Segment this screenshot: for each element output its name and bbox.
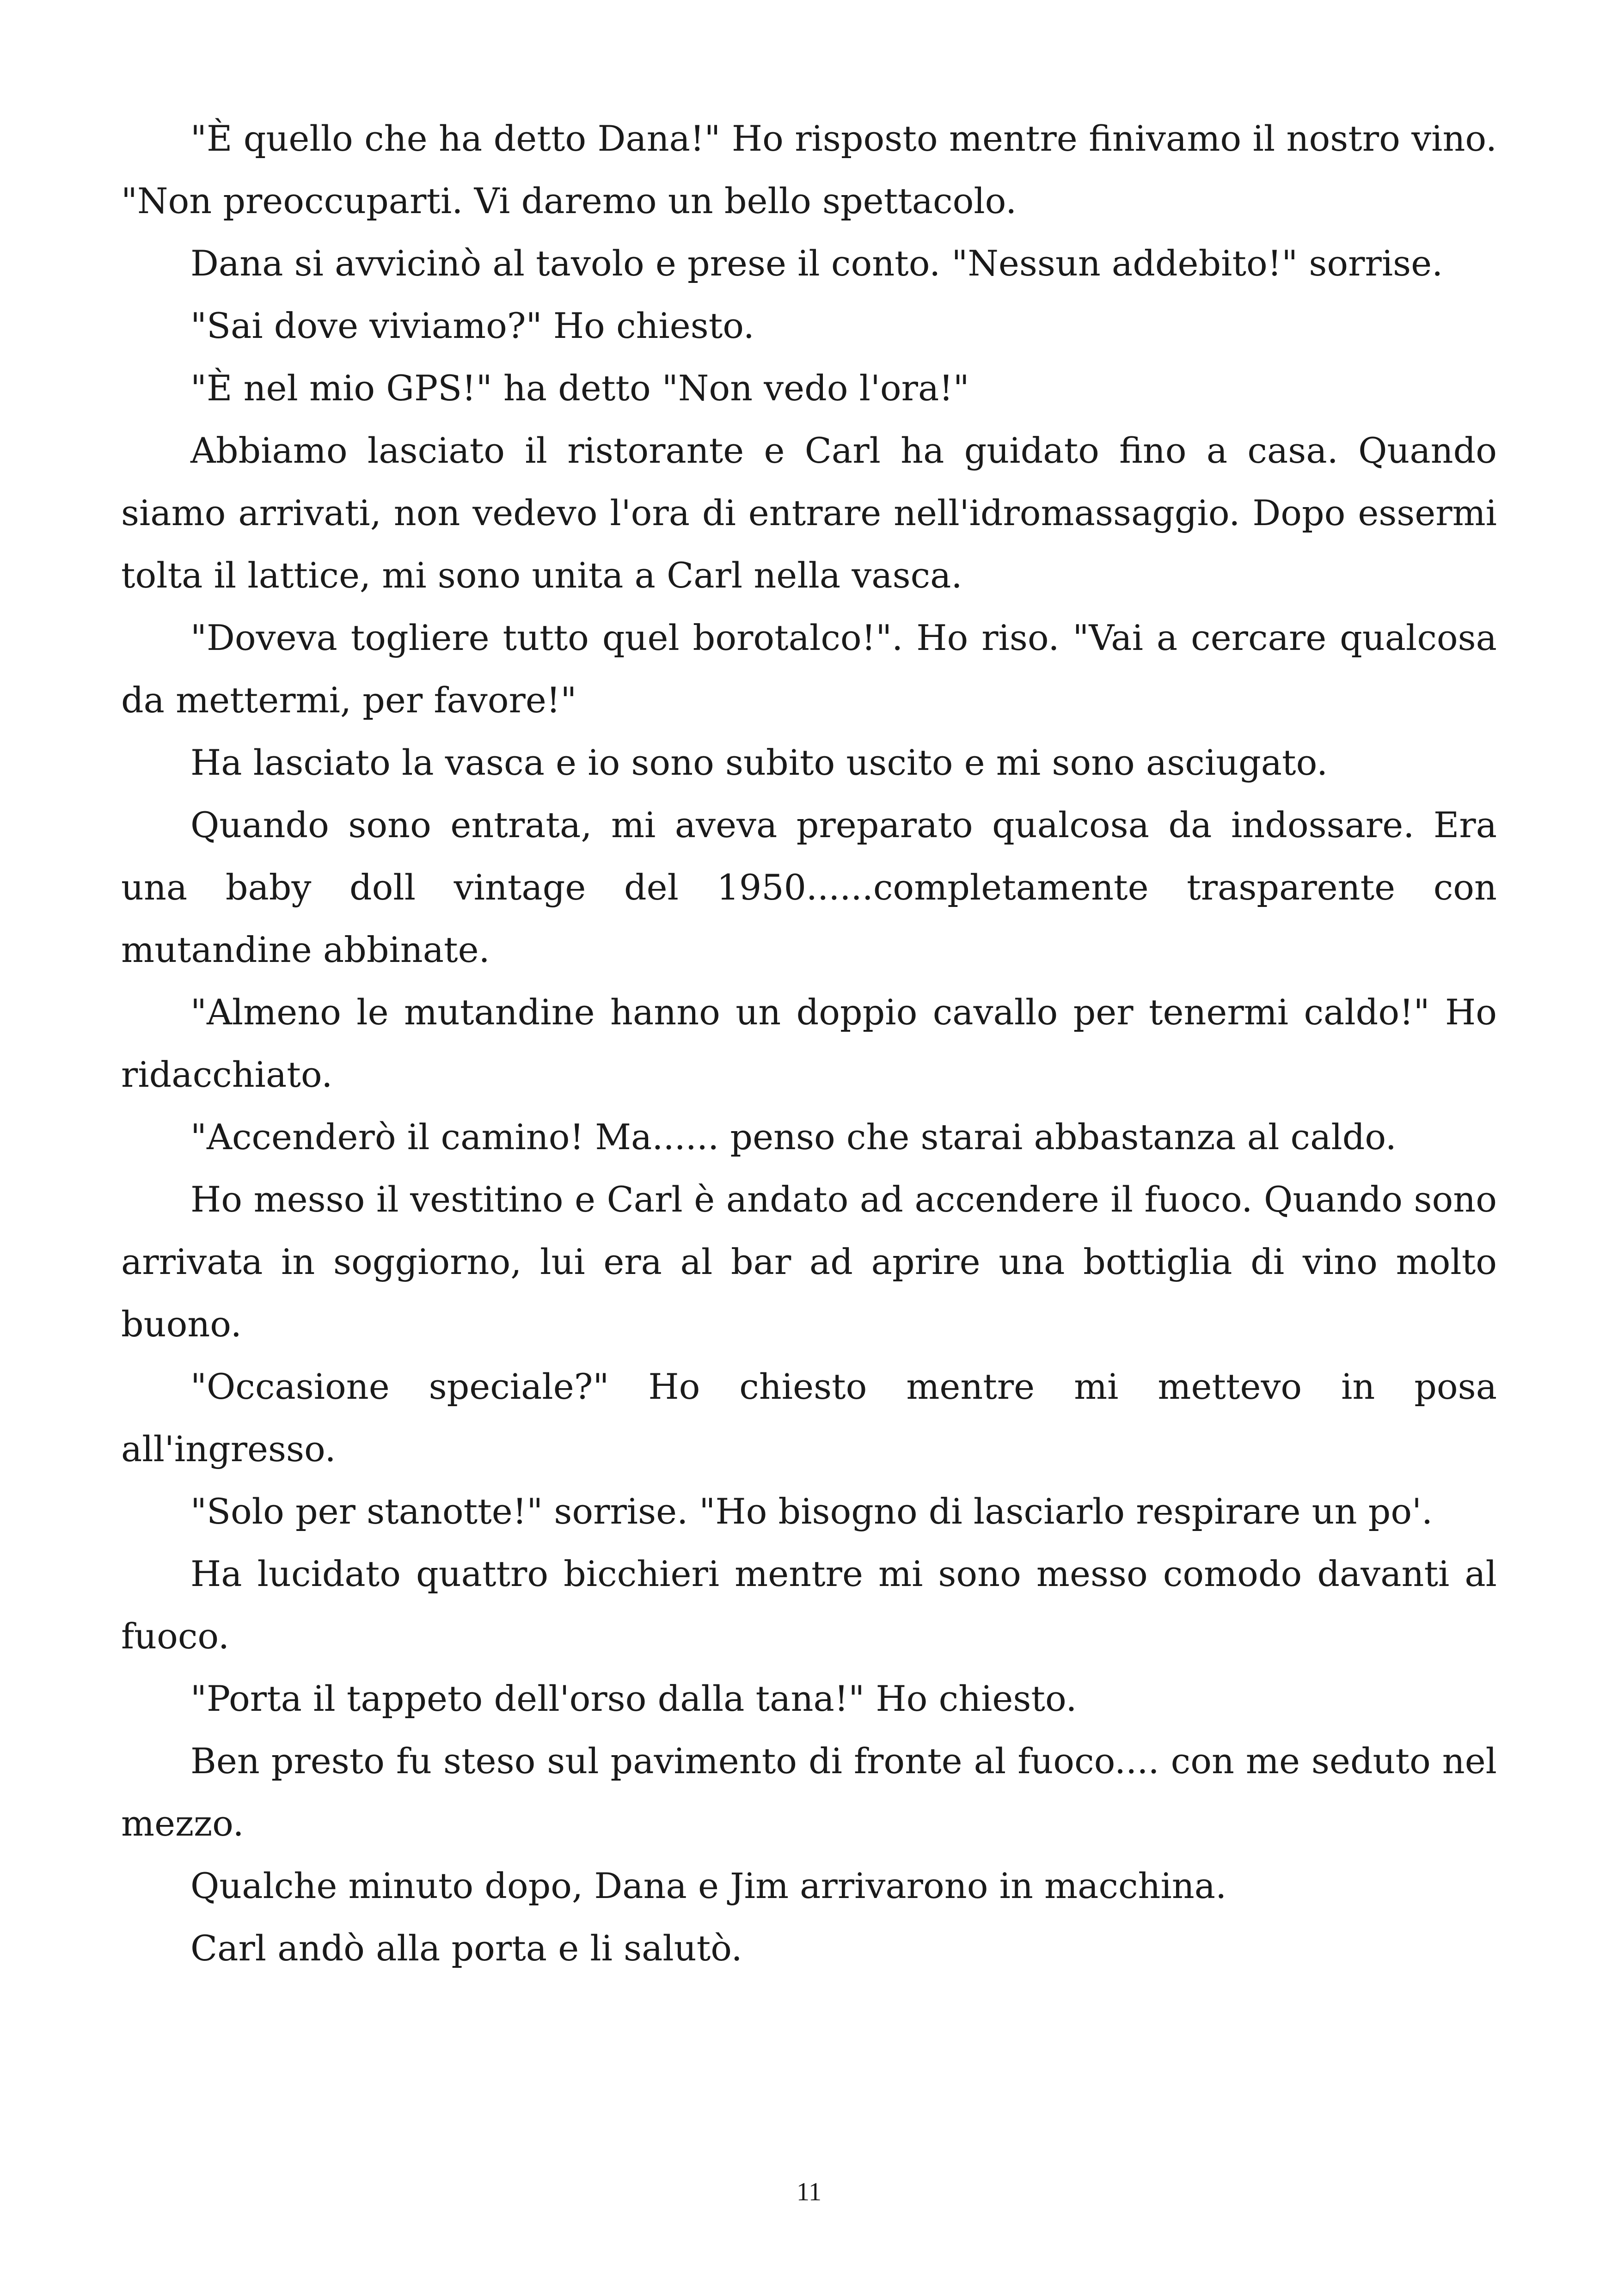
paragraph: Ben presto fu steso sul pavimento di fronte al fuoco.... con me seduto nel mezzo. bbox=[121, 1740, 1497, 1844]
paragraph: "Doveva togliere tutto quel borotalco!". Ho riso. "Vai a cercare qualcosa da mettermi, per favore!" bbox=[121, 617, 1497, 721]
body-text bbox=[121, 107, 1497, 1979]
paragraph: "Solo per stanotte!" sorrise. "Ho bisogno di lasciarlo respirare un po'. bbox=[190, 1491, 1433, 1532]
paragraph: Ha lucidato quattro bicchieri mentre mi sono messo comodo davanti al fuoco. bbox=[121, 1553, 1497, 1657]
paragraph: Carl andò alla porta e li salutò. bbox=[190, 1928, 742, 1969]
paragraph: "Almeno le mutandine hanno un doppio cavallo per tenermi caldo!" Ho ridacchiato. bbox=[121, 992, 1497, 1095]
paragraph: Quando sono entrata, mi aveva preparato qualcosa da indossare. Era una baby doll vintage del 1950......completamente trasparente con mutandine abbinate. bbox=[121, 804, 1497, 970]
paragraph: Ha lasciato la vasca e io sono subito uscito e mi sono asciugato. bbox=[190, 742, 1328, 783]
paragraph: "Sai dove viviamo?" Ho chiesto. bbox=[190, 305, 754, 346]
paragraph: Dana si avvicinò al tavolo e prese il conto. "Nessun addebito!" sorrise. bbox=[190, 243, 1443, 284]
paragraph: "Accenderò il camino! Ma...... penso che starai abbastanza al caldo. bbox=[190, 1116, 1397, 1157]
paragraph: Ho messo il vestitino e Carl è andato ad accendere il fuoco. Quando sono arrivata in soggiorno, lui era al bar ad aprire una bottiglia di vino molto buono. bbox=[121, 1179, 1497, 1345]
page-number: 11 bbox=[797, 2178, 821, 2206]
paragraph: "È quello che ha detto Dana!" Ho risposto mentre finivamo il nostro vino. "Non preoccuparti. Vi daremo un bello spettacolo. bbox=[121, 118, 1497, 221]
paragraph: Qualche minuto dopo, Dana e Jim arrivarono in macchina. bbox=[190, 1865, 1227, 1906]
paragraph: "Occasione speciale?" Ho chiesto mentre mi mettevo in posa all'ingresso. bbox=[121, 1366, 1497, 1469]
paragraph: Abbiamo lasciato il ristorante e Carl ha guidato fino a casa. Quando siamo arrivati, non vedevo l'ora di entrare nell'idromassaggio. Dopo essermi tolta il lattice, mi sono unita a Carl nella vasca. bbox=[121, 430, 1497, 596]
paragraph: "Porta il tappeto dell'orso dalla tana!" Ho chiesto. bbox=[190, 1678, 1077, 1719]
paragraph: "È nel mio GPS!" ha detto "Non vedo l'ora!" bbox=[190, 367, 969, 409]
